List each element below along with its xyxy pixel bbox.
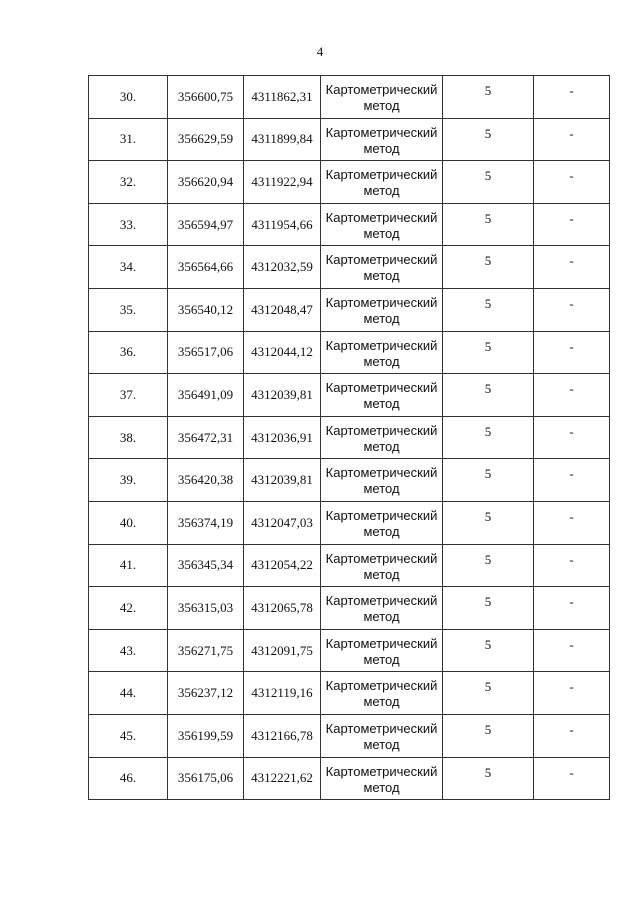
method-line-1: Картометрический [325,763,438,779]
description-cell: - [534,246,610,289]
y-coordinate-cell: 4312065,78 [244,587,321,630]
method-line-1: Картометрический [325,550,438,566]
description-cell: - [534,203,610,246]
method-cell [321,161,443,204]
accuracy-cell: 5 [443,76,534,119]
x-coordinate-cell: 356620,94 [168,161,244,204]
method-line-1: Картометрический [325,465,438,481]
x-coordinate-cell: 356517,06 [168,331,244,374]
method-cell [321,288,443,331]
x-coordinate-cell: 356345,34 [168,544,244,587]
accuracy-cell: 5 [443,374,534,417]
method-line-1: Картометрический [325,124,438,140]
method-line-2: метод [363,225,400,241]
description-cell: - [534,757,610,800]
description-cell: - [534,544,610,587]
method-line-2: метод [363,98,400,113]
method-cell [321,544,443,587]
x-coordinate-cell: 356237,12 [168,672,244,715]
y-coordinate-cell: 4312221,62 [244,757,321,800]
method-line-2: метод [363,310,400,326]
y-coordinate-cell: 4312039,81 [244,459,321,502]
method-line-1: Картометрический [325,635,438,651]
table-row [89,288,610,331]
x-coordinate-cell: 356420,38 [168,459,244,502]
description-cell: - [534,416,610,459]
y-coordinate-cell: 4312044,12 [244,331,321,374]
method-cell [321,76,443,119]
method-line-1: Картометрический [325,720,438,736]
point-number-cell: 33. [89,203,168,246]
table-row [89,374,610,417]
point-number-cell: 43. [89,629,168,672]
table-row [89,757,610,800]
point-number-cell: 34. [89,246,168,289]
description-cell: - [534,587,610,630]
y-coordinate-cell: 4311954,66 [244,203,321,246]
method-cell [321,587,443,630]
table-row [89,416,610,459]
table-row [89,714,610,757]
point-number-cell: 45. [89,714,168,757]
accuracy-cell: 5 [443,118,534,161]
method-line-2: метод [363,140,400,156]
accuracy-cell: 5 [443,203,534,246]
point-number-cell: 40. [89,501,168,544]
method-cell [321,459,443,502]
method-cell [321,416,443,459]
description-cell: - [534,288,610,331]
method-line-1: Картометрический [325,678,438,694]
y-coordinate-cell: 4311922,94 [244,161,321,204]
x-coordinate-cell: 356175,06 [168,757,244,800]
method-line-1: Картометрический [325,252,438,268]
method-line-2: метод [363,609,400,625]
point-number-cell: 36. [89,331,168,374]
point-number-cell: 38. [89,416,168,459]
point-number-cell: 46. [89,757,168,800]
coordinates-table [88,75,610,800]
table-row [89,161,610,204]
method-line-2: метод [363,566,400,582]
y-coordinate-cell: 4312036,91 [244,416,321,459]
point-number-cell: 30. [89,76,168,119]
table-body [89,76,610,800]
table-row [89,118,610,161]
description-cell: - [534,76,610,119]
x-coordinate-cell: 356629,59 [168,118,244,161]
y-coordinate-cell: 4312032,59 [244,246,321,289]
description-cell: - [534,459,610,502]
method-line-2: метод [363,481,400,497]
table-row [89,203,610,246]
x-coordinate-cell: 356600,75 [168,76,244,119]
method-cell [321,629,443,672]
method-cell [321,246,443,289]
y-coordinate-cell: 4312119,16 [244,672,321,715]
method-line-2: метод [363,779,400,795]
table-row [89,544,610,587]
x-coordinate-cell: 356564,66 [168,246,244,289]
x-coordinate-cell: 356594,97 [168,203,244,246]
method-cell [321,672,443,715]
description-cell: - [534,374,610,417]
point-number-cell: 39. [89,459,168,502]
accuracy-cell: 5 [443,544,534,587]
table-row [89,459,610,502]
table-row [89,672,610,715]
y-coordinate-cell: 4312047,03 [244,501,321,544]
table-row [89,331,610,374]
accuracy-cell: 5 [443,246,534,289]
accuracy-cell: 5 [443,416,534,459]
method-line-2: метод [363,523,400,539]
method-cell [321,374,443,417]
point-number-cell: 37. [89,374,168,417]
description-cell: - [534,118,610,161]
accuracy-cell: 5 [443,757,534,800]
point-number-cell: 41. [89,544,168,587]
x-coordinate-cell: 356315,03 [168,587,244,630]
description-cell: - [534,161,610,204]
method-line-1: Картометрический [325,209,438,225]
y-coordinate-cell: 4312166,78 [244,714,321,757]
point-number-cell: 42. [89,587,168,630]
description-cell: - [534,629,610,672]
x-coordinate-cell: 356374,19 [168,501,244,544]
description-cell: - [534,501,610,544]
accuracy-cell: 5 [443,331,534,374]
y-coordinate-cell: 4312048,47 [244,288,321,331]
accuracy-cell: 5 [443,587,534,630]
method-cell [321,203,443,246]
method-line-2: метод [363,736,400,752]
accuracy-cell: 5 [443,288,534,331]
method-line-2: метод [363,268,400,284]
method-line-1: Картометрический [325,507,438,523]
method-line-2: метод [363,651,400,667]
method-line-2: метод [363,183,400,199]
page-number: 4 [316,44,324,59]
x-coordinate-cell: 356491,09 [168,374,244,417]
accuracy-cell: 5 [443,714,534,757]
table-row [89,246,610,289]
description-cell: - [534,714,610,757]
method-cell [321,331,443,374]
method-line-2: метод [363,438,400,454]
method-line-1: Картометрический [325,422,438,438]
table-row [89,587,610,630]
point-number-cell: 31. [89,118,168,161]
method-line-2: метод [363,353,400,369]
method-line-2: метод [363,396,400,412]
table-row [89,76,610,119]
x-coordinate-cell: 356199,59 [168,714,244,757]
method-line-2: метод [363,694,400,710]
y-coordinate-cell: 4311899,84 [244,118,321,161]
accuracy-cell: 5 [443,672,534,715]
description-cell: - [534,331,610,374]
y-coordinate-cell: 4312091,75 [244,629,321,672]
table-row [89,501,610,544]
method-line-1: Картометрический [325,294,438,310]
table-row [89,629,610,672]
x-coordinate-cell: 356472,31 [168,416,244,459]
point-number-cell: 44. [89,672,168,715]
method-line-1: Картометрический [325,167,438,183]
accuracy-cell: 5 [443,161,534,204]
method-cell [321,501,443,544]
x-coordinate-cell: 356540,12 [168,288,244,331]
method-cell [321,714,443,757]
method-cell [321,757,443,800]
point-number-cell: 35. [89,288,168,331]
point-number-cell: 32. [89,161,168,204]
accuracy-cell: 5 [443,629,534,672]
y-coordinate-cell: 4311862,31 [244,76,321,119]
method-line-1: Картометрический [325,82,438,97]
method-line-1: Картометрический [325,593,438,609]
y-coordinate-cell: 4312054,22 [244,544,321,587]
y-coordinate-cell: 4312039,81 [244,374,321,417]
method-line-1: Картометрический [325,337,438,353]
accuracy-cell: 5 [443,501,534,544]
x-coordinate-cell: 356271,75 [168,629,244,672]
description-cell: - [534,672,610,715]
accuracy-cell: 5 [443,459,534,502]
method-line-1: Картометрический [325,380,438,396]
method-cell [321,118,443,161]
